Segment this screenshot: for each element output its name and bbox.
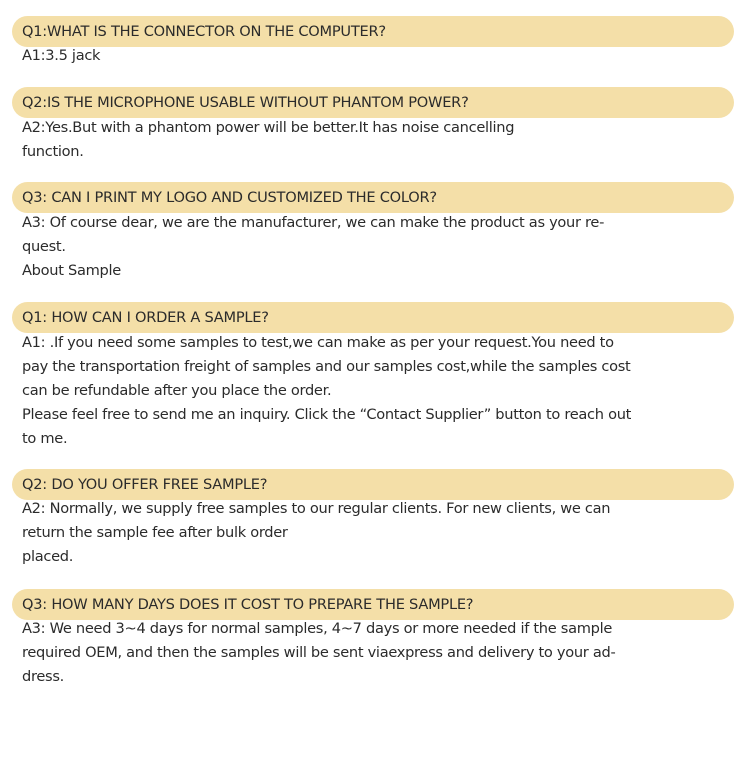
- answer-line: A2: Normally, we supply free samples to our regular clients. For new clients, we can: [22, 500, 611, 517]
- answer-line: A1:3.5 jack: [22, 47, 101, 64]
- answer-line: Please feel free to send me an inquiry. Click the “Contact Supplier” button to reach out: [22, 406, 632, 423]
- question-bar: [12, 87, 734, 118]
- answer-line: About Sample: [22, 262, 121, 279]
- answer-line: placed.: [22, 548, 74, 565]
- question-bar: [12, 469, 734, 500]
- answer-text: [22, 116, 722, 164]
- answer-line: to me.: [22, 430, 68, 447]
- answer-text: [22, 617, 722, 689]
- answer-line: quest.: [22, 238, 66, 255]
- answer-text: [22, 211, 722, 283]
- answer-line: A1: .If you need some samples to test,we can make as per your request.You need to: [22, 334, 614, 351]
- answer-line: dress.: [22, 668, 64, 685]
- question-bar: [12, 16, 734, 47]
- answer-text: [22, 331, 722, 451]
- question-text: Q1: HOW CAN I ORDER A SAMPLE?: [22, 309, 269, 326]
- answer-text: [22, 44, 722, 68]
- question-bar: [12, 302, 734, 333]
- question-text: Q2: DO YOU OFFER FREE SAMPLE?: [22, 476, 268, 493]
- question-text: Q3: HOW MANY DAYS DOES IT COST TO PREPARE THE SAMPLE?: [22, 596, 474, 613]
- answer-line: A3: We need 3~4 days for normal samples, 4~7 days or more needed if the sample: [22, 620, 613, 637]
- answer-line: pay the transportation freight of samples and our samples cost,while the samples cost: [22, 358, 631, 375]
- answer-line: function.: [22, 143, 84, 160]
- question-text: Q1:WHAT IS THE CONNECTOR ON THE COMPUTER?: [22, 23, 386, 40]
- answer-line: required OEM, and then the samples will be sent viaexpress and delivery to your ad-: [22, 644, 616, 661]
- answer-line: A3: Of course dear, we are the manufacturer, we can make the product as your re-: [22, 214, 605, 231]
- answer-line: A2:Yes.But with a phantom power will be better.It has noise cancelling: [22, 119, 515, 136]
- answer-text: [22, 497, 722, 569]
- answer-line: return the sample fee after bulk order: [22, 524, 288, 541]
- question-text: Q2:IS THE MICROPHONE USABLE WITHOUT PHANTOM POWER?: [22, 94, 469, 111]
- question-bar: [12, 589, 734, 620]
- question-text: Q3: CAN I PRINT MY LOGO AND CUSTOMIZED THE COLOR?: [22, 189, 437, 206]
- answer-line: can be refundable after you place the order.: [22, 382, 332, 399]
- question-bar: [12, 182, 734, 213]
